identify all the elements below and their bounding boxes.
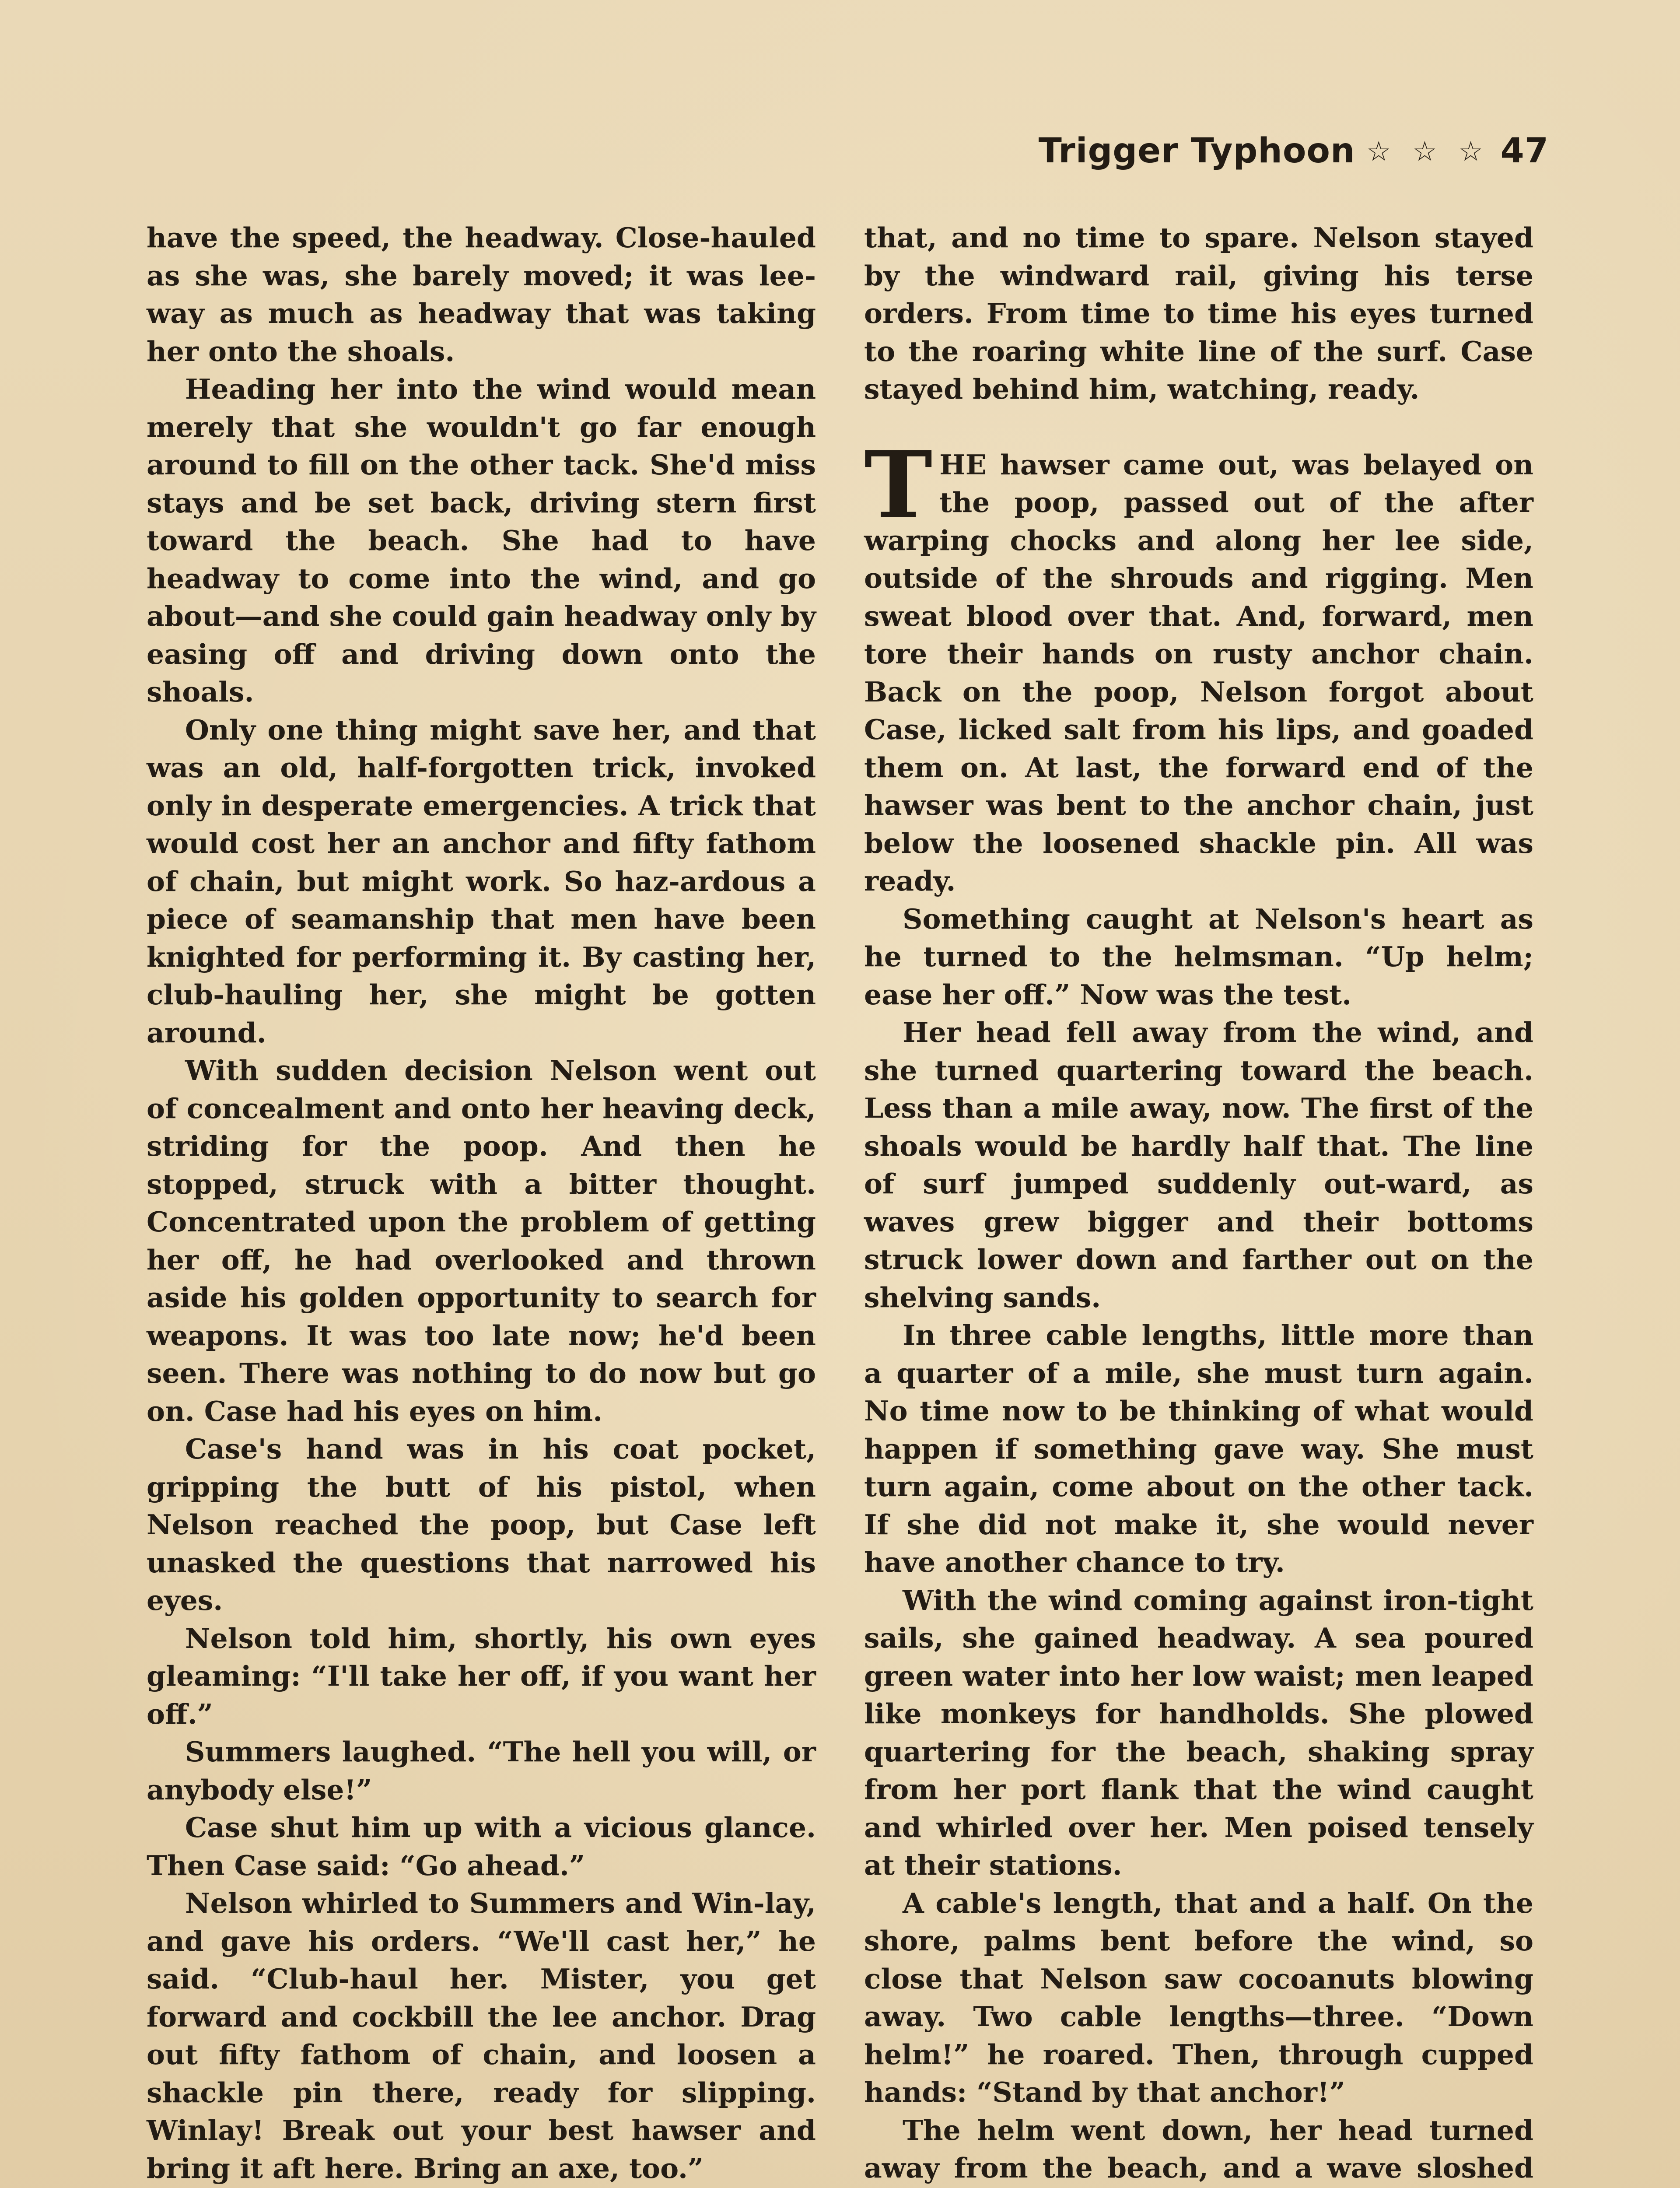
paragraph-text: Case shut him up with a vicious glance. Then Case said: “Go ahead.” bbox=[147, 1811, 816, 1882]
paragraph-text: Her head fell away from the wind, and she turned quartering toward the beach. Less than a mile away, now. The first of the shoals would be hardly half that. The line of surf jumped suddenly out-ward, as waves grew bigger and their bottoms struck lower down and farther out on the shelving sands. bbox=[864, 1016, 1533, 1314]
paragraph-text: Only one thing might save her, and that was an old, half-forgotten trick, invoked only in desperate emergencies. A trick that would cost her an anchor and fifty fathom of chain, but might work. So haz-ardous a piece of seamanship that men have been knighted for performing it. By casting her, club-hauling her, she might be gotten around. bbox=[147, 713, 816, 1049]
paragraph bbox=[864, 1013, 1533, 1316]
paragraph bbox=[147, 1733, 816, 1809]
paragraph bbox=[147, 1430, 816, 1620]
paragraph-text: Something caught at Nelson's heart as he turned to the helmsman. “Up helm; ease her off.” Now was the test. bbox=[864, 902, 1533, 1011]
paragraph bbox=[147, 711, 816, 1052]
paragraph bbox=[864, 900, 1533, 1014]
running-header bbox=[1039, 131, 1549, 171]
paragraph bbox=[147, 1809, 816, 1884]
paragraph bbox=[864, 1316, 1533, 1581]
drop-cap: T bbox=[864, 431, 933, 539]
paragraph bbox=[147, 1620, 816, 1733]
paragraph-text: With sudden decision Nelson went out of concealment and onto her heaving deck, striding for the poop. And then he stopped, struck with a bitter thought. Concentrated upon the problem of getting her off, he had overlooked and thrown aside his golden opportunity to search for weapons. It was too late now; he'd been seen. There was nothing to do now but go on. Case had his eyes on him. bbox=[147, 1054, 816, 1427]
paragraph bbox=[864, 431, 1533, 900]
paragraph bbox=[864, 1884, 1533, 2111]
paragraph-text: The helm went down, her head turned away from the beach, and a wave sloshed bbox=[864, 2114, 1533, 2184]
page-number: 47 bbox=[1500, 131, 1549, 171]
right-column bbox=[864, 219, 1533, 2188]
paragraph-text: have the speed, the headway. Close-hauled as she was, she barely moved; it was lee-way as much as headway that was taking her onto the shoals. bbox=[147, 221, 816, 368]
story-title: Trigger Typhoon bbox=[1038, 131, 1355, 171]
paragraph-text: Nelson told him, shortly, his own eyes gleaming: “I'll take her off, if you want her off.” bbox=[147, 1622, 816, 1730]
left-column bbox=[147, 219, 816, 2188]
paragraph-text: HE hawser came out, was belayed on the poop, passed out of the after warping chocks and along her lee side, outside of the shrouds and rigging. Men sweat blood over that. And, forward, men tore their hands on rusty anchor chain. Back on the poop, Nelson forgot about Case, licked salt from his lips, and goaded them on. At last, the forward end of the hawser was bent to the anchor chain, just below the loosened shackle pin. All was ready. bbox=[864, 448, 1533, 897]
star-icons: ☆ ☆ ☆ bbox=[1366, 135, 1489, 167]
paragraph-text: Nelson whirled to Summers and Win-lay, and gave his orders. “We'll cast her,” he said. “Club-haul her. Mister, you get forward and cockbill the lee anchor. Drag out fifty fathom of chain, and loosen a shackle pin there, ready for slipping. Winlay! Break out your best hawser and bring it aft here. Bring an axe, too.” bbox=[147, 1887, 816, 2184]
paragraph bbox=[147, 1884, 816, 2187]
paragraph-text: In three cable lengths, little more than a quarter of a mile, she must turn again. No time now to be thinking of what would happen if something gave way. She must turn again, come about on the other tack. If she did not make it, she would never have another chance to try. bbox=[864, 1319, 1533, 1578]
paragraph-text: With the wind coming against iron-tight sails, she gained headway. A sea poured green water into her low waist; men leaped like monkeys for handholds. She plowed quartering for the beach, shaking spray from her port flank that the wind caught and whirled over her. Men poised tensely at their stations. bbox=[864, 1584, 1533, 1881]
paragraph-text: Summers laughed. “The hell you will, or anybody else!” bbox=[147, 1736, 816, 1806]
paragraph bbox=[147, 219, 816, 370]
paragraph bbox=[864, 1581, 1533, 1884]
paragraph bbox=[864, 219, 1533, 408]
paragraph-text: A cable's length, that and a half. On the shore, palms bent before the wind, so close that Nelson saw cocoanuts blowing away. Two cable lengths—three. “Down helm!” he roared. Then, through cupped hands: “Stand by that anchor!” bbox=[864, 1886, 1533, 2108]
paragraph-text: that, and no time to spare. Nelson stayed by the windward rail, giving his terse orders. From time to time his eyes turned to the roaring white line of the surf. Case stayed behind him, watching, ready. bbox=[864, 221, 1533, 405]
paragraph bbox=[147, 370, 816, 711]
paragraph bbox=[864, 2111, 1533, 2188]
paragraph-text: Case's hand was in his coat pocket, gripping the butt of his pistol, when Nelson reached the poop, but Case left unasked the questions that narrowed his eyes. bbox=[147, 1433, 816, 1616]
paragraph-text: Heading her into the wind would mean merely that she wouldn't go far enough around to fill on the other tack. She'd miss stays and be set back, driving stern first toward the beach. She had to have headway to come into the wind, and go about—and she could gain headway only by easing off and driving down onto the shoals. bbox=[147, 373, 816, 708]
paragraph bbox=[147, 1052, 816, 1430]
